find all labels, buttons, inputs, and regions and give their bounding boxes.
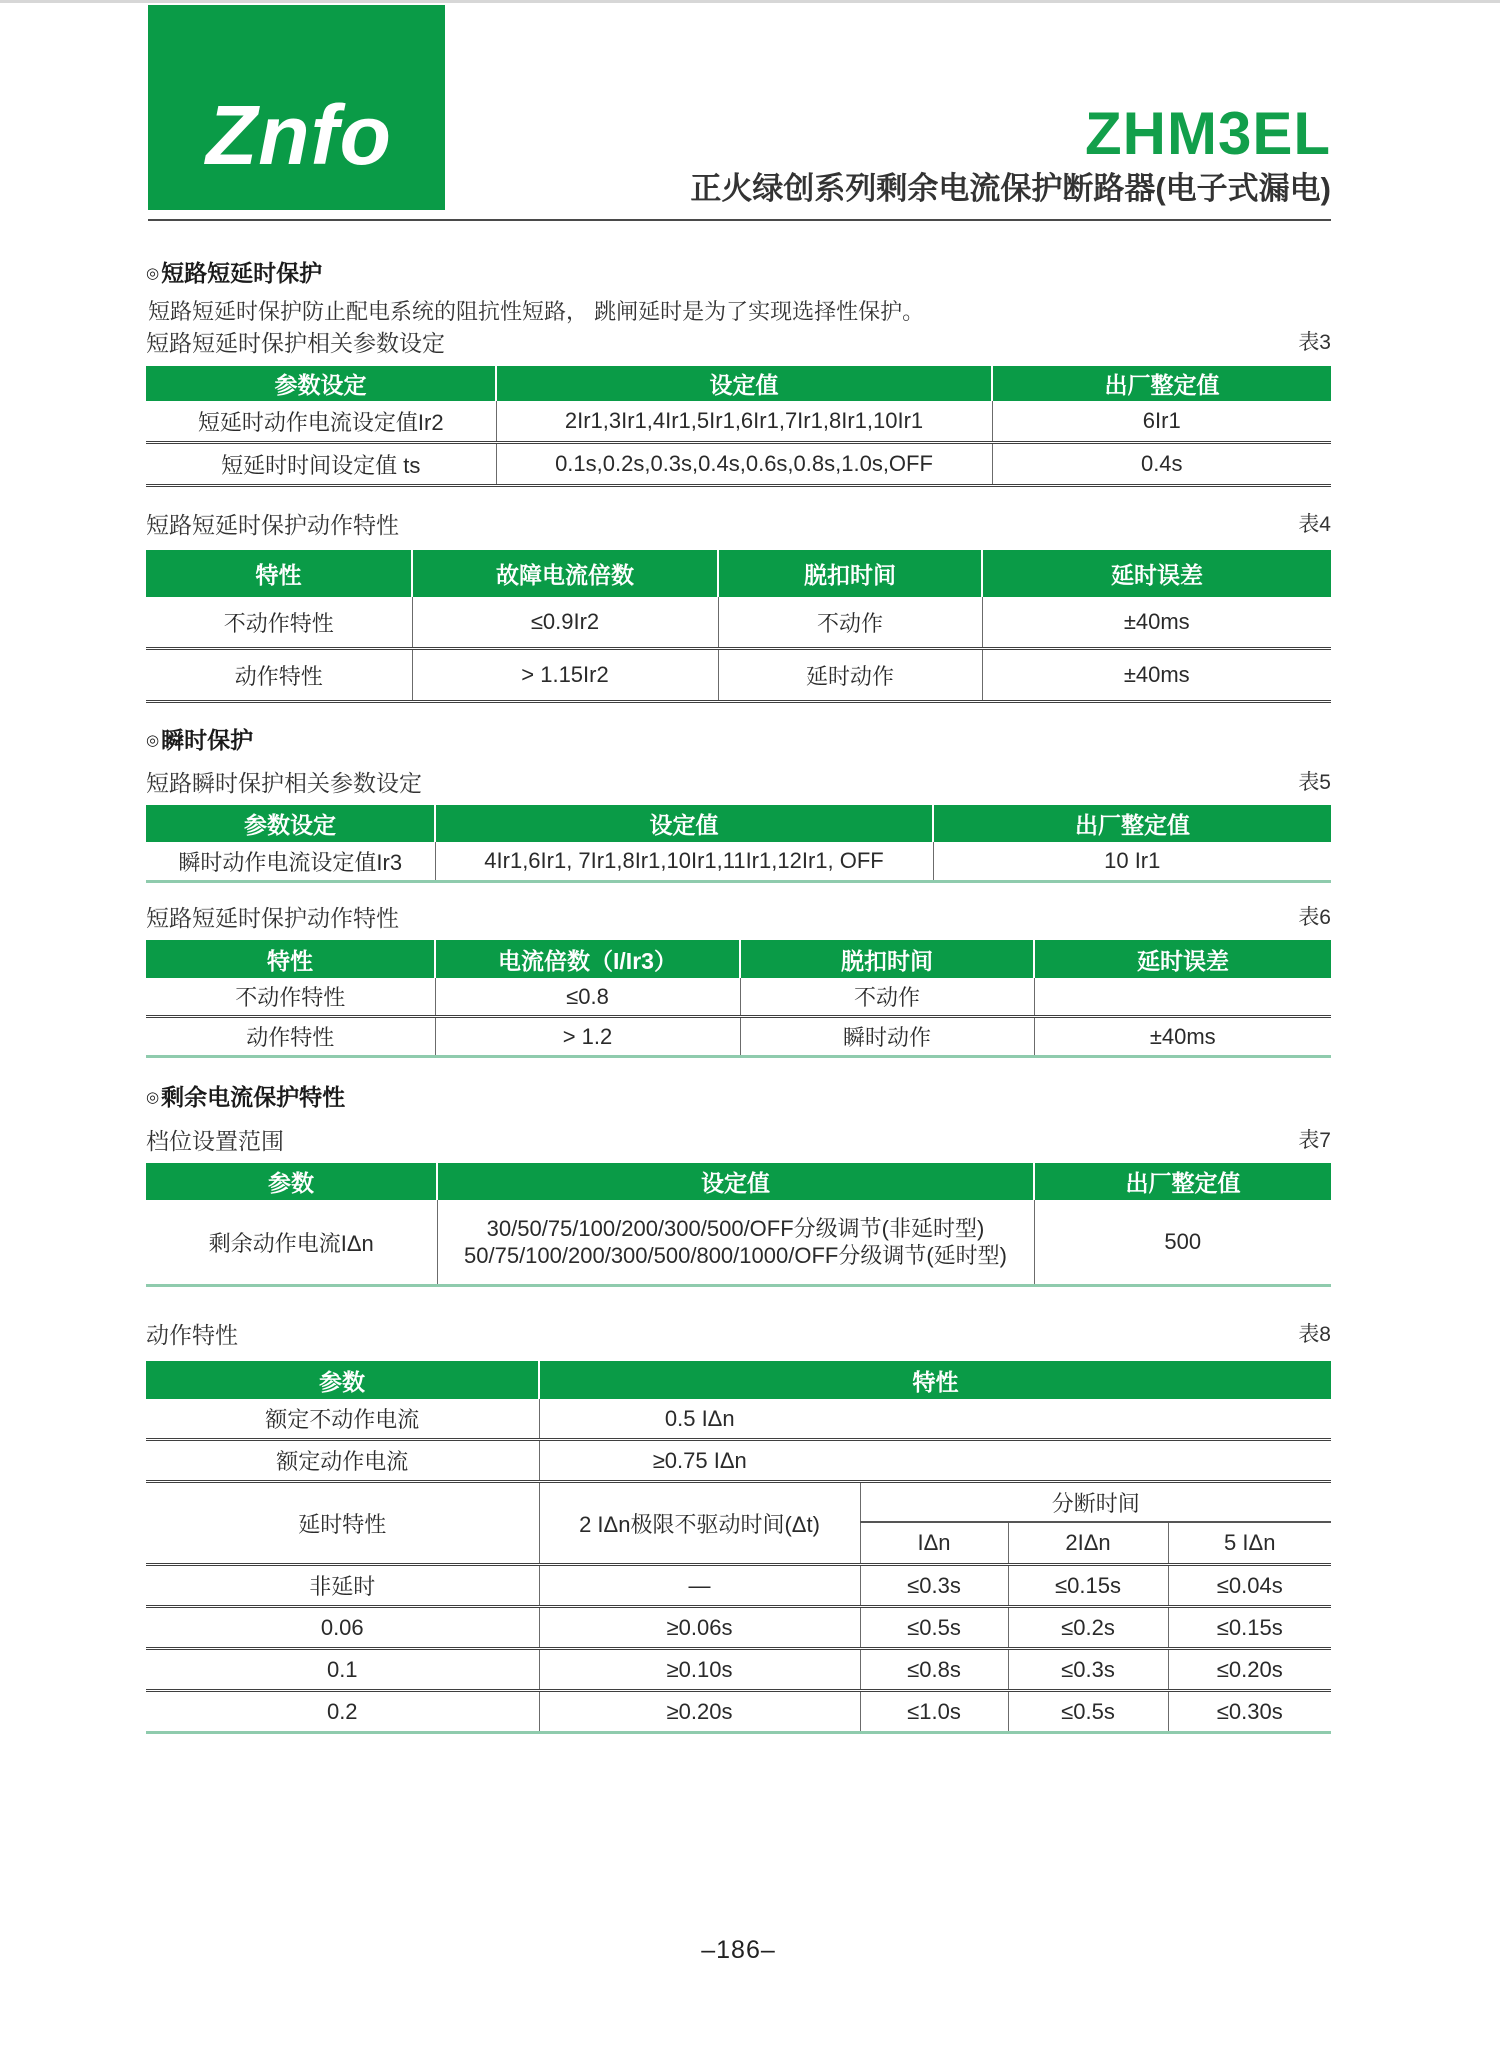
table7-setting-line: 50/75/100/200/300/500/800/1000/OFF分级调节(延时型) [464,1243,1007,1268]
table3-cell: 0.1s,0.2s,0.3s,0.4s,0.6s,0.8s,1.0s,OFF [496,443,992,486]
table8-cell: ≥0.75 IΔn [539,1440,860,1482]
table4-header-cell: 脱扣时间 [718,550,982,597]
table8-cell-empty [860,1399,1331,1440]
table4-header-cell: 延时误差 [982,550,1331,597]
table8-label: 表8 [1298,1323,1331,1346]
table3-header-cell: 参数设定 [146,366,496,401]
table-row [146,597,1331,649]
table7-caption: 档位设置范围 [146,1128,284,1154]
table6-cell: ±40ms [1034,1017,1331,1057]
table4-header-row [146,550,1331,597]
table8-cell: 0.5 IΔn [539,1399,860,1440]
table4-cell: 延时动作 [718,649,982,702]
table8-cell: ≤0.2s [1008,1607,1168,1649]
table-row [146,1691,1331,1733]
table8-cell: — [539,1565,860,1607]
table7-setting-values [437,1200,1034,1286]
table6-caption: 短路短延时保护动作特性 [146,905,399,931]
table4-label: 表4 [1298,513,1331,536]
table8-cell: 额定动作电流 [146,1440,539,1482]
table8-cell: ≤0.3s [1008,1649,1168,1691]
table6-instant-characteristics [146,940,1331,1058]
table8-breaktime-span: 分断时间 [860,1482,1331,1523]
table6-cell: > 1.2 [435,1017,740,1057]
table8-cell: ≥0.20s [539,1691,860,1733]
header-divider [148,219,1331,221]
table7-label: 表7 [1298,1129,1331,1152]
table8-delay-header-row [146,1482,1331,1523]
table8-cell: 2 IΔn极限不驱动时间(Δt) [539,1482,860,1565]
table3-cell: 短延时动作电流设定值Ir2 [197,409,444,435]
section-heading-shortdelay [146,260,322,287]
table8-cell: ≥0.06s [539,1607,860,1649]
table6-cell: ≤0.8 [435,978,740,1017]
table4-cell: > 1.15Ir2 [412,649,718,702]
table4-cell: 不动作特性 [223,610,334,636]
table3-cell: 2Ir1,3Ir1,4Ir1,5Ir1,6Ir1,7Ir1,8Ir1,10Ir1 [496,401,992,443]
table7-header-cell: 参数 [146,1163,437,1200]
section-bullet-icon: ◎ [146,1089,160,1106]
shortdelay-intro: 短路短延时保护防止配电系统的阻抗性短路， 跳闸延时是为了实现选择性保护。 [148,299,925,324]
table6-header-cell: 延时误差 [1034,940,1331,978]
table8-cell-empty [860,1440,1331,1482]
table8-cell: ≤0.04s [1168,1565,1331,1607]
table4-cell: ±40ms [982,649,1331,702]
table6-cell: 动作特性 [146,1017,435,1057]
table5-cell: 4Ir1,6Ir1, 7Ir1,8Ir1,10Ir1,11Ir1,12Ir1, OFF [435,842,933,882]
product-model-title: ZHM3EL [1085,100,1331,167]
table6-label: 表6 [1298,906,1331,929]
table6-header-cell: 脱扣时间 [740,940,1034,978]
table8-caption-row [146,1322,1331,1348]
table5-caption-row [146,770,1331,796]
table5-label: 表5 [1298,771,1331,794]
table6-cell: 不动作特性 [235,985,346,1010]
table5-header-cell: 参数设定 [146,805,435,842]
table4-cell: ≤0.9Ir2 [412,597,718,649]
table5-header-cell: 设定值 [435,805,933,842]
page-number: –186– [701,1936,776,1964]
table-row [146,1017,1331,1057]
table7-header-cell: 设定值 [437,1163,1034,1200]
table5-header-row [146,805,1331,842]
table6-cell [1034,978,1331,1017]
section-bullet-icon: ◎ [146,732,160,749]
section-bullet-icon: ◎ [146,265,160,282]
table-row [146,1200,1331,1286]
table7-residual-range [146,1163,1331,1287]
brand-logo-text: Znfo [206,88,392,182]
table5-caption: 短路瞬时保护相关参数设定 [146,770,422,796]
table3-shortdelay-params [146,366,1331,487]
table6-caption-row [146,905,1331,931]
table-row [146,649,1331,702]
table8-cell: 0.1 [146,1649,539,1691]
table-row [146,1565,1331,1607]
table-row [146,1440,1331,1482]
table3-cell: 短延时时间设定值 ts [146,443,496,486]
table4-shortdelay-characteristics [146,550,1331,703]
table8-header-cell: 特性 [539,1361,1331,1399]
table3-label: 表3 [1298,331,1331,354]
table8-action-characteristics [146,1361,1331,1734]
table7-cell: 剩余动作电流IΔn [146,1200,437,1286]
table6-cell: 不动作 [740,978,1034,1017]
table6-header-cell: 特性 [146,940,435,978]
table7-cell: 500 [1034,1200,1331,1286]
table5-header-cell: 出厂整定值 [933,805,1331,842]
table8-subheader-cell: 5 IΔn [1168,1522,1331,1565]
table5-instant-params [146,805,1331,883]
table4-cell: 动作特性 [146,649,412,702]
page-top-edge [0,0,1500,3]
section-heading-text: 瞬时保护 [161,727,254,753]
table8-cell: ≤0.3s [860,1565,1008,1607]
table8-cell: ≤0.20s [1168,1649,1331,1691]
table-row [146,842,1331,882]
table8-cell: ≤0.8s [860,1649,1008,1691]
table8-cell: ≤1.0s [860,1691,1008,1733]
table3-header-cell: 出厂整定值 [992,366,1331,401]
product-series-subtitle: 正火绿创系列剩余电流保护断路器(电子式漏电) [690,171,1331,206]
table3-cell: 0.4s [992,443,1331,486]
table7-header-cell: 出厂整定值 [1034,1163,1331,1200]
section-heading-residual [146,1084,345,1111]
table8-cell: ≤0.5s [1008,1691,1168,1733]
table-row [146,1649,1331,1691]
table3-header-row [146,366,1331,401]
table3-caption-row [146,330,1331,356]
table8-cell: 额定不动作电流 [265,1407,420,1432]
table8-header-cell: 参数 [146,1361,539,1399]
table4-header-cell: 故障电流倍数 [412,550,718,597]
table5-cell: 10 Ir1 [933,842,1331,882]
table8-cell: ≤0.15s [1168,1607,1331,1649]
table8-cell: ≤0.30s [1168,1691,1331,1733]
section-heading-text: 短路短延时保护 [161,260,323,286]
table4-cell: ±40ms [982,597,1331,649]
table8-subheader-cell: IΔn [860,1522,1008,1565]
table8-cell: ≥0.10s [539,1649,860,1691]
table8-header-row [146,1361,1331,1399]
table5-cell: 瞬时动作电流设定值Ir3 [146,842,435,882]
table-row [146,401,1331,443]
table-row [146,443,1331,486]
table8-cell: 0.06 [146,1607,539,1649]
table6-cell: 瞬时动作 [740,1017,1034,1057]
table8-cell: 延时特性 [146,1482,539,1565]
table8-subheader-cell: 2IΔn [1008,1522,1168,1565]
table7-caption-row [146,1128,1331,1154]
table4-caption: 短路短延时保护动作特性 [146,512,399,538]
brand-logo-box [148,5,445,210]
table4-caption-row [146,512,1331,538]
table8-caption: 动作特性 [146,1322,238,1348]
table6-header-cell: 电流倍数（I/Ir3） [435,940,740,978]
table3-caption: 短路短延时保护相关参数设定 [146,330,445,356]
table7-header-row [146,1163,1331,1200]
table8-cell: ≤0.15s [1008,1565,1168,1607]
section-heading-text: 剩余电流保护特性 [161,1084,346,1110]
table6-header-row [146,940,1331,978]
table3-header-cell: 设定值 [496,366,992,401]
table-row [146,1607,1331,1649]
table8-cell: ≤0.5s [860,1607,1008,1649]
table-row [146,978,1331,1017]
table4-cell: 不动作 [718,597,982,649]
table8-cell: 非延时 [146,1565,539,1607]
table7-setting-line: 30/50/75/100/200/300/500/OFF分级调节(非延时型) [486,1216,985,1241]
table8-cell: 0.2 [146,1691,539,1733]
table4-header-cell: 特性 [146,550,412,597]
table3-cell: 6Ir1 [992,401,1331,443]
table-row [146,1399,1331,1440]
section-heading-instant [146,727,253,754]
